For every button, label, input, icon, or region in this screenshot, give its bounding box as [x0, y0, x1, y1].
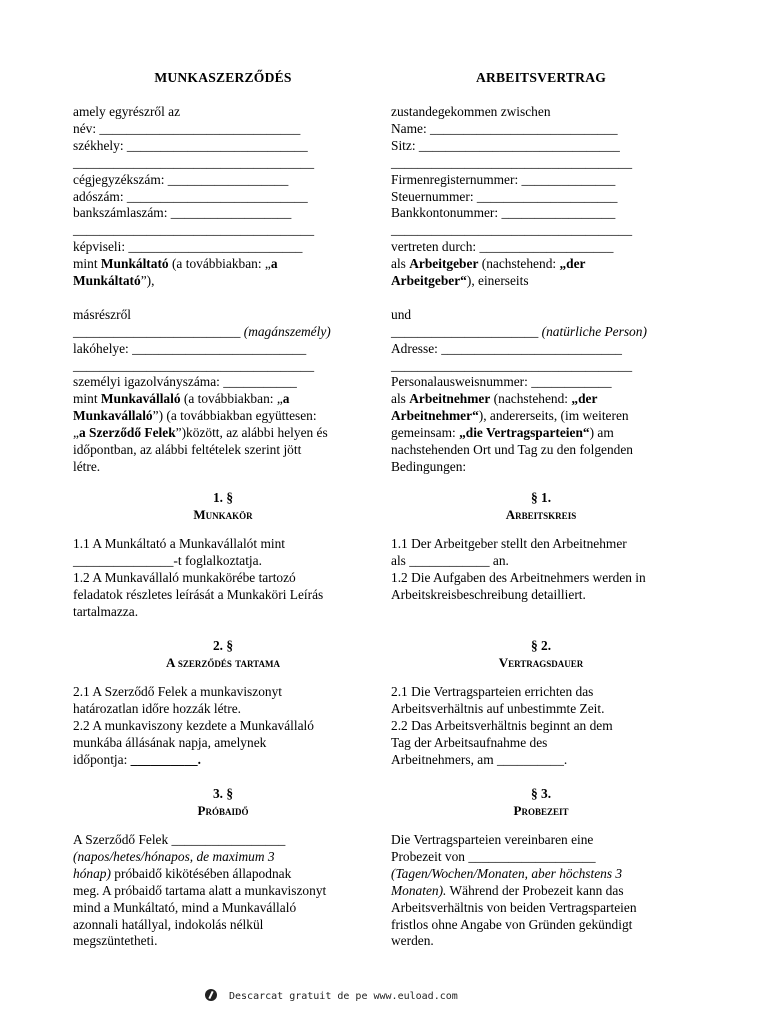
left-section-text-line: megszüntetheti.: [73, 933, 158, 949]
left-section-text-line: hónap) próbaidő kikötésében állapodnak: [73, 865, 292, 881]
left-section-heading: Próbaidő: [197, 802, 249, 818]
right-text-line: Firmenregisternummer: ______________: [391, 171, 616, 187]
footer-text: Descarcat gratuit de pe www.euload.com: [229, 991, 458, 1002]
right-text-line: Bedingungen:: [391, 458, 467, 474]
left-section-text-line: mind a Munkáltató, mind a Munkavállaló: [73, 899, 297, 915]
right-section-number: § 1.: [530, 490, 552, 505]
right-text-line: ____________________________________: [391, 154, 633, 170]
right-text-line: ______________________ (natürliche Person): [391, 323, 647, 339]
left-text-line: Munkáltató”),: [73, 273, 155, 288]
left-text-line: név: ______________________________: [73, 120, 301, 136]
left-text-line: időpontban, az alábbi feltételek szerint jött: [73, 442, 302, 457]
left-section-text-line: 1.1 A Munkáltató a Munkavállalót mint: [73, 536, 285, 551]
right-text-line: Personalausweisnummer: ____________: [391, 374, 612, 390]
left-section-text-line: határozatlan időre hozzák létre.: [73, 700, 242, 716]
right-section-heading: Arbeitskreis: [505, 506, 577, 522]
left-section-text-line: meg. A próbaidő tartama alatt a munkaviszonyt: [73, 882, 327, 898]
left-section-text-line: időpontja: __________.: [73, 751, 201, 767]
left-section-text-line: azonnali hatállyal, indokolás nélkül: [73, 916, 264, 932]
left-section-text-line: 1.2 A Munkavállaló munkakörébe tartozó: [73, 569, 296, 585]
right-text-line: als Arbeitnehmer (nachstehend: „der: [391, 391, 598, 407]
right-section-text-line: Tag der Arbeitsaufnahme des: [391, 734, 548, 750]
right-text-line: Sitz: ______________________________: [391, 137, 620, 153]
right-section-text-line: Probezeit von ___________________: [391, 848, 596, 864]
left-text-line: _________________________ (magánszemély): [73, 323, 331, 339]
left-text-line: amely egyrészről az: [73, 104, 181, 119]
right-section-text-line: 2.1 Die Vertragsparteien errichten das: [391, 684, 594, 699]
right-text-line: als Arbeitgeber (nachstehend: „der: [391, 256, 586, 272]
right-section-text-line: Arbeitsverhältnis von beiden Vertragsparteien: [391, 899, 637, 915]
left-text-line: ____________________________________: [73, 154, 315, 170]
left-section-text-line: A Szerződő Felek _________________: [73, 832, 286, 847]
right-section-text-line: 1.1 Der Arbeitgeber stellt den Arbeitnehmer: [391, 536, 627, 551]
right-title: ARBEITSVERTRAG: [476, 70, 606, 85]
left-text-line: cégjegyzékszám: __________________: [73, 171, 289, 187]
right-text-line: Name: ____________________________: [391, 120, 618, 136]
left-text-line: személyi igazolványszáma: ___________: [73, 374, 297, 390]
left-text-line: Munkavállaló”) (a továbbiakban együttesen:: [73, 408, 317, 424]
right-section-text-line: Arbeitnehmers, am __________.: [391, 751, 568, 767]
right-section-text-line: 1.2 Die Aufgaben des Arbeitnehmers werden in: [391, 569, 646, 585]
left-text-line: mint Munkavállaló (a továbbiakban: „a: [73, 391, 290, 407]
right-text-line: Steuernummer: _____________________: [391, 188, 618, 204]
footer: [205, 989, 458, 1002]
left-section-heading: Munkakör: [193, 506, 253, 522]
left-text-line: mint Munkáltató (a továbbiakban: „a: [73, 256, 278, 272]
right-section-heading: Vertragsdauer: [498, 654, 584, 670]
right-text-line: Arbeitgeber“), einerseits: [391, 273, 529, 288]
left-text-line: létre.: [73, 458, 101, 474]
right-text-line: zustandegekommen zwischen: [391, 104, 551, 119]
right-text-line: Bankkontonummer: _________________: [391, 205, 616, 221]
left-section-number: 3. §: [212, 786, 234, 801]
left-text-line: adószám: ___________________________: [73, 188, 308, 204]
left-title: MUNKASZERZŐDÉS: [154, 70, 292, 85]
left-section-text-line: tartalmazza.: [73, 603, 139, 619]
left-text-line: lakóhelye: __________________________: [73, 340, 307, 356]
right-section-number: § 3.: [530, 786, 552, 801]
right-section-text-line: werden.: [391, 933, 434, 949]
euload-logo-icon: [205, 989, 217, 1001]
left-text-line: másrészről: [73, 306, 132, 322]
right-text-line: Arbeitnehmer“), andererseits, (im weiteren: [391, 408, 629, 424]
left-section-text-line: feladatok részletes leírását a Munkaköri Leírás: [73, 586, 324, 602]
right-section-text-line: Arbeitskreisbeschreibung detailliert.: [391, 586, 586, 602]
left-text-line: székhely: ___________________________: [73, 137, 308, 153]
right-text-line: ____________________________________: [391, 222, 633, 238]
right-section-text-line: (Tagen/Wochen/Monaten, aber höchstens 3: [391, 865, 623, 881]
right-section-text-line: Die Vertragsparteien vereinbaren eine: [391, 832, 594, 847]
left-section-text-line: 2.1 A Szerződő Felek a munkaviszonyt: [73, 684, 283, 699]
right-section-text-line: 2.2 Das Arbeitsverhältnis beginnt an dem: [391, 717, 613, 733]
right-section-text-line: fristlos ohne Angabe von Gründen gekündigt: [391, 916, 633, 932]
left-section-heading: A szerződés tartama: [165, 654, 281, 670]
left-text-line: ____________________________________: [73, 357, 315, 373]
left-section-number: 1. §: [212, 490, 234, 505]
right-text-line: gemeinsam: „die Vertragsparteien“) am: [391, 425, 614, 441]
right-text-line: vertreten durch: ____________________: [391, 239, 614, 255]
left-text-line: bankszámlaszám: __________________: [73, 205, 292, 221]
right-text-line: und: [391, 306, 412, 322]
left-section-number: 2. §: [212, 638, 234, 653]
right-section-text-line: als ____________ an.: [391, 552, 509, 568]
right-section-heading: Probezeit: [513, 802, 569, 818]
left-section-text-line: 2.2 A munkaviszony kezdete a Munkavállaló: [73, 717, 314, 733]
left-section-text-line: (napos/hetes/hónapos, de maximum 3: [73, 848, 275, 864]
right-section-text-line: Monaten). Während der Probezeit kann das: [391, 882, 624, 898]
left-section-text-line: munkába állásának napja, amelynek: [73, 734, 267, 750]
right-text-line: Adresse: ___________________________: [391, 340, 622, 356]
right-section-text-line: Arbeitsverhältnis auf unbestimmte Zeit.: [391, 700, 605, 716]
left-section-text-line: _______________-t foglalkoztatja.: [73, 552, 262, 568]
left-text-line: képviseli: __________________________: [73, 239, 303, 255]
right-text-line: ____________________________________: [391, 357, 633, 373]
right-text-line: nachstehenden Ort und Tag zu den folgenden: [391, 442, 633, 457]
left-text-line: „a Szerződő Felek”)között, az alábbi helyen és: [73, 425, 328, 441]
left-text-line: ____________________________________: [73, 222, 315, 238]
right-section-number: § 2.: [530, 638, 552, 653]
